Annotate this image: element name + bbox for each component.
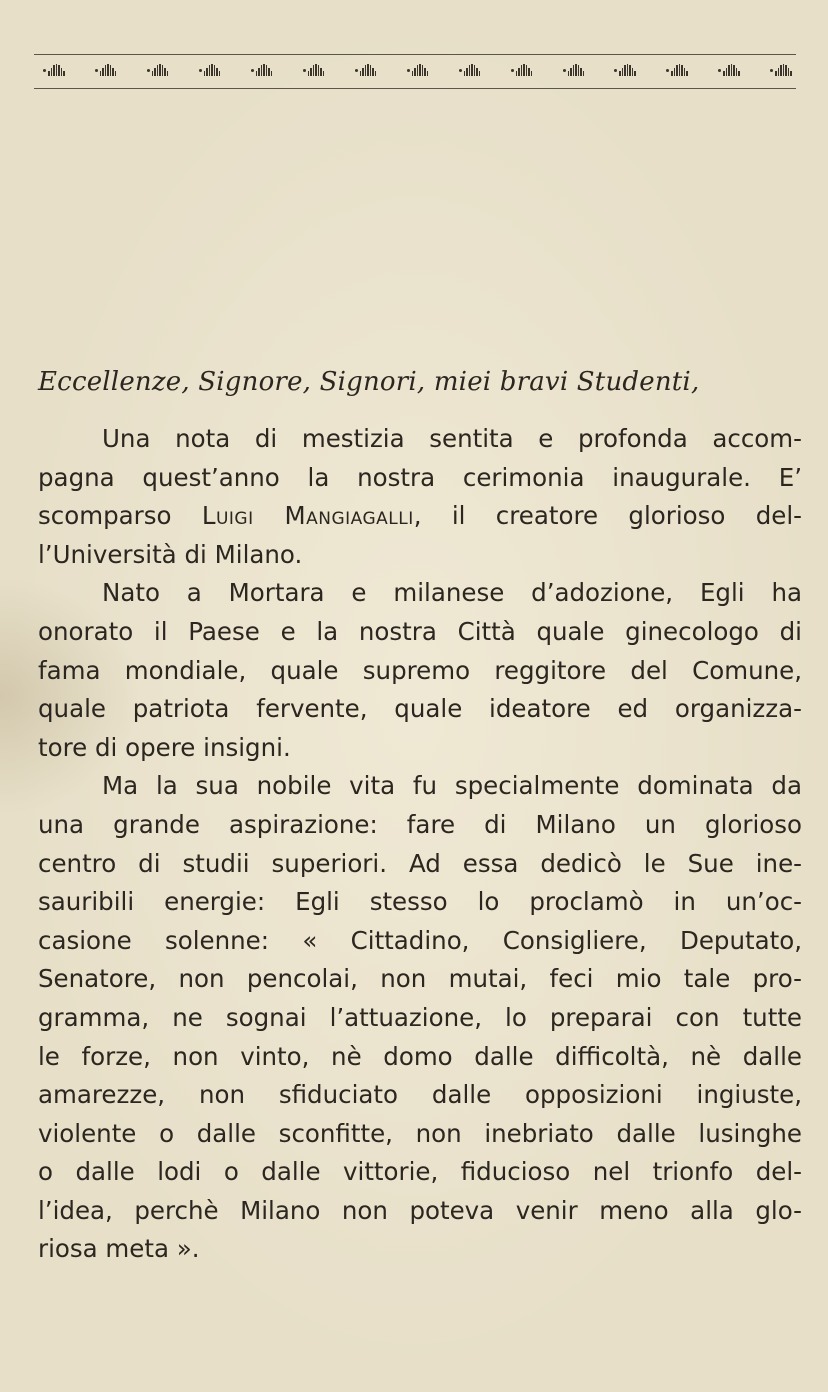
ornament-stroke [372,68,374,76]
ornament-stroke [167,71,169,76]
ornament-stroke [115,71,117,76]
text-line: Senatore, non pencolai, non mutai, feci mio tale pro- [38,964,802,994]
speech-text [38,358,802,1269]
ornament-stroke [51,68,53,76]
paragraph-1 [38,420,802,574]
ornament-stroke [268,68,270,76]
ornament-dot [303,69,306,72]
ornament-stroke [419,64,421,76]
ornament-stroke [471,64,473,76]
ornament-stroke [375,71,377,76]
ornament-bar-group [42,64,65,76]
ornament-stroke [271,71,273,76]
ornament-stroke [105,65,107,76]
ornament-dot [147,69,150,72]
ornament-bar-group [562,64,585,76]
ornament-stroke [162,65,164,76]
text-line: sauribili energie: Egli stesso lo proclamò in un’oc- [38,887,802,917]
ornament-stroke [684,68,686,76]
ornament-stroke [790,71,792,76]
ornament-stroke [211,64,213,76]
ornament-stroke [728,65,730,76]
ornament-bar-group [94,64,117,76]
ornament-bar-group [769,64,792,76]
text-line: l’Università di Milano. [38,539,303,569]
ornament-stroke [788,68,790,76]
ornament-stroke [464,71,466,76]
text-line: gramma, ne sognai l’attuazione, lo preparai con tutte [38,1002,802,1032]
header-rule-top [34,54,796,55]
ornament-stroke [164,68,166,76]
ornament-stroke [575,64,577,76]
text-line: Una nota di mestizia sentita e profonda accom- [102,424,802,453]
ornament-stroke [523,64,525,76]
text-line: o dalle lodi o dalle vittorie, fiducioso nel trionfo del- [38,1157,802,1187]
ornament-bar-group [717,64,740,76]
ornament-stroke [424,68,426,76]
ornament-stroke [154,68,156,76]
text-line: riosa meta ». [38,1234,200,1264]
ornament-stroke [204,71,206,76]
ornament-stroke [570,68,572,76]
ornament-stroke [573,65,575,76]
ornament-stroke [634,71,636,76]
name-luigi-mangiagalli: Luigi Mangiagalli [201,501,414,531]
ornament-stroke [531,71,533,76]
ornament-stroke [256,71,258,76]
ornament-stroke [310,68,312,76]
ornament-stroke [110,65,112,76]
text-line: tore di opere insigni. [38,732,291,762]
ornament-stroke [476,68,478,76]
text-line: pagna quest’anno la nostra cerimonia inaugurale. E’ [38,462,802,492]
ornament-stroke [775,71,777,76]
ornament-stroke [632,68,634,76]
ornament-dot [459,69,462,72]
ornament-stroke [671,71,673,76]
text-line: le forze, non vinto, nè domo dalle difficoltà, nè dalle [38,1041,802,1071]
ornament-stroke [56,64,58,76]
ornament-stroke [61,68,63,76]
ornament-stroke [63,71,65,76]
ornament-stroke [521,65,523,76]
ornament-stroke [266,65,268,76]
ornament-stroke [152,71,154,76]
ornament-stroke [780,65,782,76]
ornament-stroke [736,68,738,76]
text-line: onorato il Paese e la nostra Città quale ginecologo di [38,616,802,646]
ornament-stroke [313,65,315,76]
ornament-stroke [53,65,55,76]
ornament-stroke [778,68,780,76]
paragraph-2 [38,574,802,767]
ornament-stroke [308,71,310,76]
ornament-stroke [100,71,102,76]
ornament-stroke [216,68,218,76]
ornament-stroke [414,68,416,76]
ornament-stroke [58,65,60,76]
ornament-dot [770,69,773,72]
ornament-bar-group [406,64,429,76]
ornament-bar-group [302,64,325,76]
text-line: centro di studii superiori. Ad essa dedicò le Sue ine- [38,848,802,878]
text-line: l’idea, perchè Milano non poteva venir meno alla glo- [38,1195,802,1225]
text-line: una grande aspirazione: fare di Milano un glorioso [38,809,802,839]
ornament-stroke [674,68,676,76]
text-line: scomparso Luigi Mangiagalli, il creatore glorioso del- [38,501,802,531]
ornament-stroke [214,65,216,76]
ornament-bar-group [510,64,533,76]
text-line: fama mondiale, quale supremo reggitore del Comune, [38,655,802,685]
ornament-stroke [427,71,429,76]
ornament-stroke [370,65,372,76]
ornament-stroke [360,71,362,76]
ornament-bar-group [198,64,221,76]
ornament-stroke [568,71,570,76]
ornament-bar-group [613,64,636,76]
ornament-stroke [783,64,785,76]
ornament-stroke [261,65,263,76]
ornament-stroke [417,65,419,76]
ornament-stroke [686,71,688,76]
ornament-stroke [733,65,735,76]
header-ornament [34,50,796,94]
ornament-stroke [320,68,322,76]
text-line: Nato a Mortara e milanese d’adozione, Egli ha [102,578,802,608]
ornament-stroke [526,65,528,76]
ornament-stroke [159,64,161,76]
ornamental-bar-pattern [42,64,792,76]
ornament-stroke [422,65,424,76]
ornament-stroke [367,64,369,76]
ornament-stroke [102,68,104,76]
ornament-stroke [318,65,320,76]
header-rule-bottom [34,88,796,89]
ornament-stroke [209,65,211,76]
ornament-stroke [738,71,740,76]
ornament-stroke [627,64,629,76]
ornament-stroke [157,65,159,76]
ornament-dot [511,69,514,72]
ornament-bar-group [458,64,481,76]
ornament-stroke [466,68,468,76]
ornament-stroke [731,64,733,76]
ornament-stroke [323,71,325,76]
ornament-dot [355,69,358,72]
paragraph-3 [38,767,802,1269]
ornament-stroke [219,71,221,76]
ornament-stroke [263,64,265,76]
ornament-stroke [528,68,530,76]
ornament-stroke [479,71,481,76]
ornament-stroke [362,68,364,76]
ornament-stroke [723,71,725,76]
text-line: Ma la sua nobile vita fu specialmente dominata da [102,771,802,801]
ornament-dot [563,69,566,72]
ornament-stroke [676,65,678,76]
ornament-stroke [516,71,518,76]
ornament-stroke [112,68,114,76]
ornament-dot [718,69,721,72]
ornament-stroke [206,68,208,76]
ornament-dot [199,69,202,72]
ornament-stroke [518,68,520,76]
ornament-stroke [578,65,580,76]
ornament-stroke [681,65,683,76]
ornament-stroke [469,65,471,76]
ornament-dot [614,69,617,72]
ornament-stroke [580,68,582,76]
ornament-stroke [679,64,681,76]
ornament-stroke [629,65,631,76]
ornament-stroke [583,71,585,76]
ornament-stroke [624,65,626,76]
text-line: quale patriota fervente, quale ideatore ed organizza- [38,694,802,724]
ornament-dot [407,69,410,72]
ornament-stroke [258,68,260,76]
ornament-stroke [785,65,787,76]
text-line: violente o dalle sconfitte, non inebriato dalle lusinghe [38,1118,802,1148]
ornament-stroke [619,71,621,76]
ornament-stroke [315,64,317,76]
ornament-bar-group [146,64,169,76]
ornament-stroke [365,65,367,76]
ornament-stroke [48,71,50,76]
ornament-stroke [107,64,109,76]
ornament-bar-group [665,64,688,76]
ornament-bar-group [250,64,273,76]
ornament-stroke [412,71,414,76]
ornament-dot [666,69,669,72]
salutation: Eccellenze, Signore, Signori, miei bravi Studenti, [38,367,700,397]
ornament-dot [251,69,254,72]
ornament-bar-group [354,64,377,76]
ornament-dot [95,69,98,72]
ornament-stroke [474,65,476,76]
ornament-stroke [726,68,728,76]
text-line: casione solenne: « Cittadino, Consigliere, Deputato, [38,925,802,955]
ornament-stroke [622,68,624,76]
text-line: amarezze, non sfiduciato dalle opposizioni ingiuste, [38,1080,802,1110]
ornament-dot [43,69,46,72]
